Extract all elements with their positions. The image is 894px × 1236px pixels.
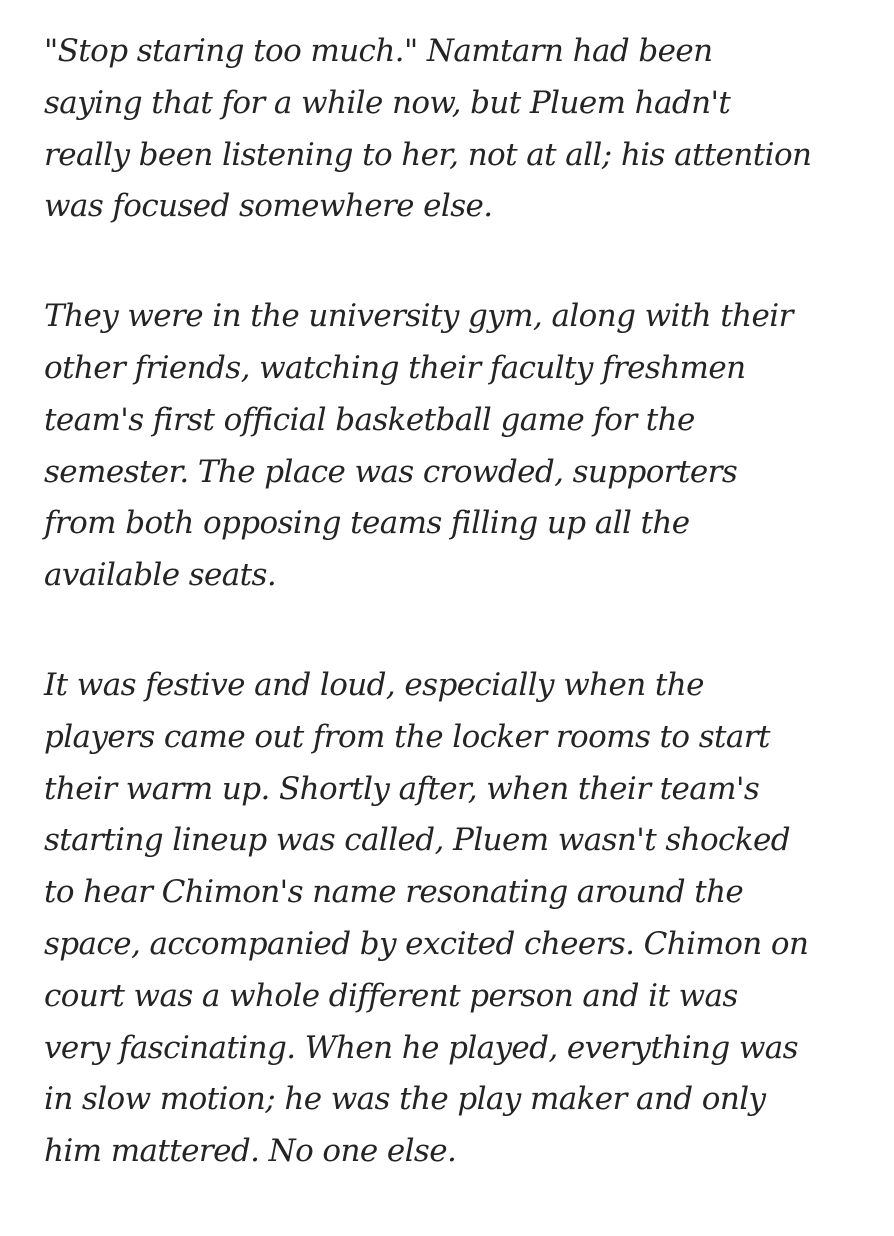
text-line: available seats. <box>44 557 277 594</box>
text-line: court was a whole different person and it was <box>44 977 738 1014</box>
text-line: very fascinating. When he played, everything was <box>44 1029 798 1066</box>
text-line: They were in the university gym, along with their <box>44 298 793 335</box>
text-line: from both opposing teams filling up all the <box>44 505 690 542</box>
text-line: really been listening to her, not at all; his attention <box>44 136 812 173</box>
text-line: semester. The place was crowded, supporters <box>44 453 738 490</box>
text-line: in slow motion; he was the play maker and only <box>44 1081 766 1118</box>
text-line: their warm up. Shortly after, when their team's <box>44 770 760 807</box>
text-line: was focused somewhere else. <box>44 188 493 225</box>
text-line: other friends, watching their faculty freshmen <box>44 349 746 386</box>
text-line: starting lineup was called, Pluem wasn't shocked <box>44 822 790 859</box>
text-line: team's first official basketball game for the <box>44 401 695 438</box>
text-line: "Stop staring too much." Namtarn had been <box>44 33 713 69</box>
paragraph-3 <box>44 660 864 1178</box>
text-line: players came out from the locker rooms to start <box>44 718 770 755</box>
paragraph-1 <box>44 26 864 233</box>
text-line: to hear Chimon's name resonating around the <box>44 874 744 911</box>
text-line: space, accompanied by excited cheers. Chimon on <box>44 925 809 962</box>
text-line: saying that for a while now, but Pluem hadn't <box>44 84 731 121</box>
text-line: him mattered. No one else. <box>44 1133 457 1170</box>
text-line: It was festive and loud, especially when the <box>44 666 704 703</box>
paragraph-2 <box>44 291 864 602</box>
article-body <box>44 26 864 1236</box>
